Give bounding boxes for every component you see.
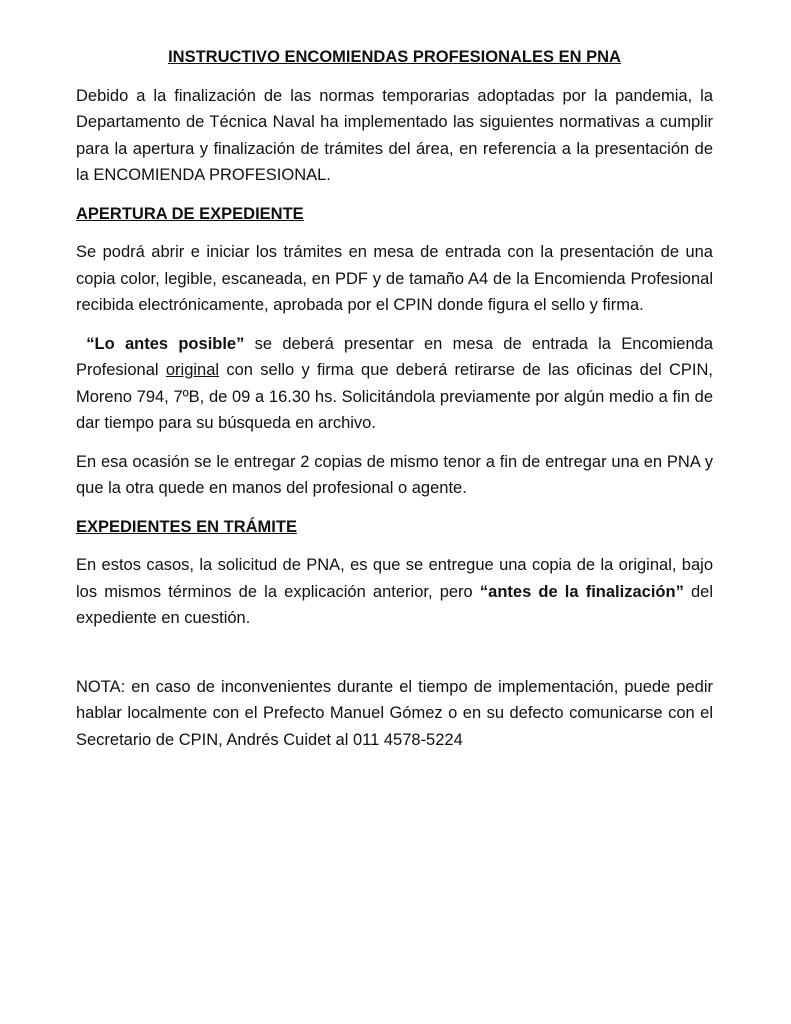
antes-de-la-finalizacion-text: “antes de la finalización” xyxy=(479,582,684,601)
expedientes-paragraph-text-a: En estos casos, la solicitud de PNA, es que se entregue una copia de la original, bajo los mismos términos de la explicación anterior, pero xyxy=(76,556,713,601)
expedientes-paragraph xyxy=(76,552,713,632)
lo-antes-posible-text: “Lo antes posible” xyxy=(86,334,245,353)
document-title: INSTRUCTIVO ENCOMIENDAS PROFESIONALES EN PNA xyxy=(168,48,621,66)
apertura-paragraph-1: Se podrá abrir e iniciar los trámites en mesa de entrada con la presentación de una copia color, legible, escaneada, en PDF y de tamaño A4 de la Encomienda Profesional recibida electrónicamente, aprobada por el CPIN donde figura el sello y firma. xyxy=(76,243,713,314)
apertura-paragraph-2-text-b: con sello y firma que deberá retirarse de las oficinas del CPIN, Moreno 794, 7ºB, de 09 a 16.30 hs. Solicitándola previamente por algún medio a fin de dar tiempo para su búsqueda en archivo. xyxy=(76,361,713,432)
expedientes-paragraph-text-b: del expediente en cuestión. xyxy=(76,582,713,627)
apertura-paragraph-2-text-a: se deberá presentar en mesa de entrada la Encomienda Profesional xyxy=(76,334,713,379)
note-paragraph: NOTA: en caso de inconvenientes durante el tiempo de implementación, puede pedir hablar localmente con el Prefecto Manuel Gómez o en su defecto comunicarse con el Secretario de CPIN, Andrés Cuidet al 011 4578-5224 xyxy=(76,677,713,749)
spacer xyxy=(76,644,713,674)
document-page xyxy=(76,44,713,765)
section-heading-apertura: APERTURA DE EXPEDIENTE xyxy=(76,204,304,223)
intro-paragraph: Debido a la finalización de las normas temporarias adoptadas por la pandemia, la Departamento de Técnica Naval ha implementado las siguientes normativas a cumplir para la apertura y finalización de trámites del área, en referencia a la presentación de la ENCOMIENDA PROFESIONAL. xyxy=(76,86,713,184)
apertura-paragraph-3: En esa ocasión se le entregar 2 copias de mismo tenor a fin de entregar una en PNA y que la otra quede en manos del profesional o agente. xyxy=(76,452,713,497)
section-heading-expedientes: EXPEDIENTES EN TRÁMITE xyxy=(76,517,297,536)
apertura-paragraph-2 xyxy=(76,331,713,437)
original-underlined-text: original xyxy=(165,361,220,379)
